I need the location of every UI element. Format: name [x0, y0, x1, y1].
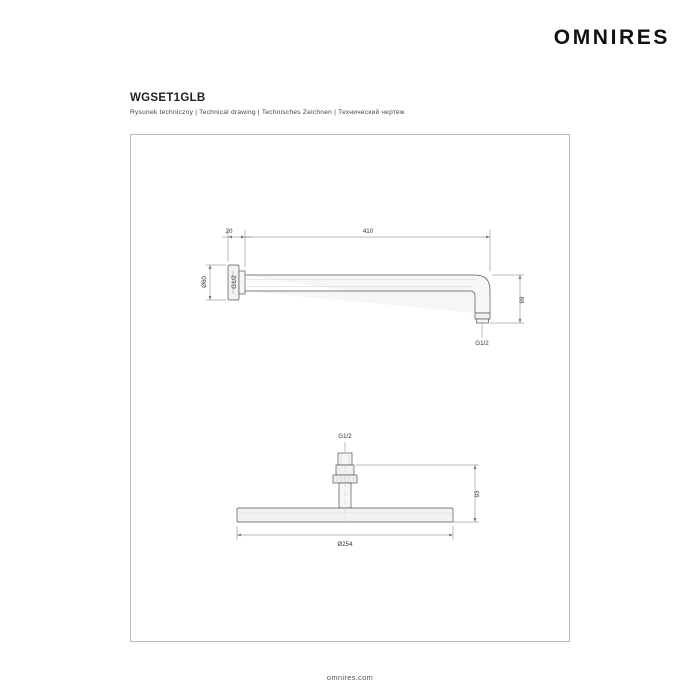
dim-arm-length: 410	[362, 228, 374, 235]
dim-wall-plate-width: 20	[225, 228, 233, 235]
dim-inlet-thread: G1/2	[231, 275, 238, 289]
dim-drop-height: 69	[519, 296, 526, 304]
brand-logo: OMNIRES	[553, 26, 670, 49]
dim-head-diameter: Ø254	[337, 541, 353, 548]
footer-website: omnires.com	[326, 673, 374, 682]
dim-outlet-thread: G1/2	[475, 340, 489, 347]
bottom-view-dimension-labels	[337, 433, 481, 548]
dim-connector-height: 93	[474, 490, 481, 498]
product-code: WGSET1GLB	[130, 92, 206, 104]
technical-drawing	[130, 134, 570, 642]
dim-top-thread: G1/2	[338, 433, 352, 440]
dim-plate-diameter: Ø60	[201, 276, 208, 288]
bottom-view-dimensions	[237, 442, 479, 540]
top-view-arm	[228, 265, 490, 323]
drawing-subtitle: Rysunek techniczny | Technical drawing | Technisches Zeichnen | Технический чертеж	[130, 109, 405, 116]
